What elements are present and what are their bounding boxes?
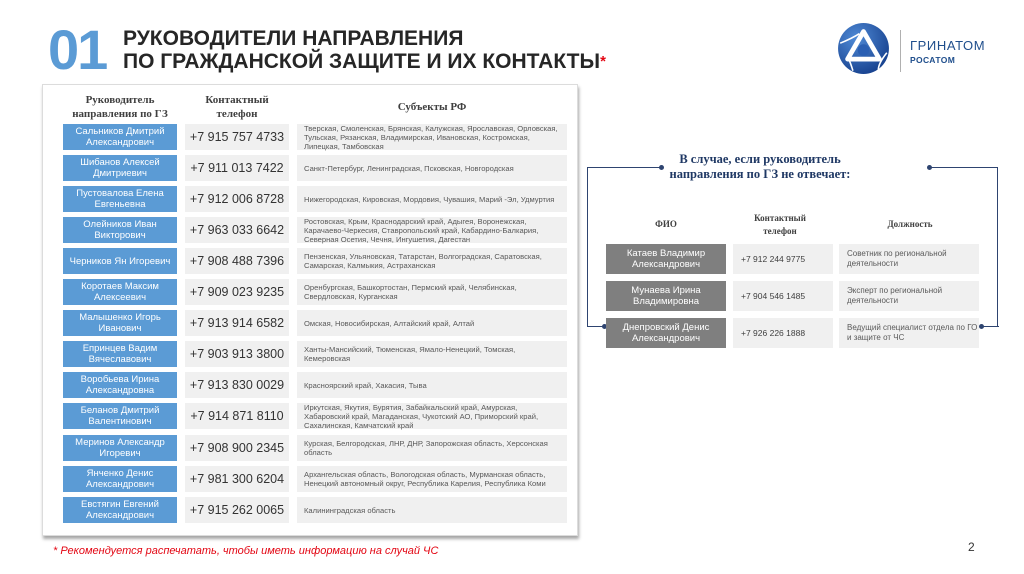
alt-contact-name: Днепровский Денис Александрович — [606, 318, 726, 348]
leader-name: Сальников Дмитрий Александрович — [63, 124, 177, 150]
leader-phone[interactable]: +7 914 871 8110 — [185, 403, 289, 429]
leader-name: Пустовалова Елена Евгеньевна — [63, 186, 177, 212]
alt-header-phone: Контактный телефон — [754, 213, 806, 236]
rosatom-logo-icon — [837, 22, 890, 75]
alt-contact-phone[interactable]: +7 926 226 1888 — [733, 318, 833, 348]
table-row — [63, 435, 569, 461]
leader-regions: Ханты-Мансийский, Тюменская, Ямало-Ненецкий, Томская, Кемеровская — [297, 341, 567, 367]
title-line-2 — [123, 50, 606, 73]
leader-phone[interactable]: +7 903 913 3800 — [185, 341, 289, 367]
leader-name: Олейников Иван Викторович — [63, 217, 177, 243]
header-phone: Контактный телефон — [205, 94, 269, 120]
leader-phone[interactable]: +7 981 300 6204 — [185, 466, 289, 492]
table-row — [63, 497, 569, 523]
leader-regions: Красноярский край, Хакасия, Тыва — [297, 372, 567, 398]
leader-phone[interactable]: +7 963 033 6642 — [185, 217, 289, 243]
logo-name: ГРИНАТОМ — [910, 38, 986, 53]
leader-name: Воробьева Ирина Александровна — [63, 372, 177, 398]
right-bracket-foot — [982, 326, 999, 327]
leader-name: Евстягин Евгений Александрович — [63, 497, 177, 523]
leader-name: Янченко Денис Александрович — [63, 466, 177, 492]
leader-name: Черников Ян Игоревич — [63, 248, 177, 274]
print-recommendation-note: * Рекомендуется распечатать, чтобы иметь информацию на случай ЧС — [53, 545, 439, 557]
leader-regions: Архангельская область, Вологодская область, Мурманская область, Ненецкий автономный округ, Республика Карелия, Республика Коми — [297, 466, 567, 492]
alt-contact-position: Эксперт по региональной деятельности — [839, 281, 979, 311]
table-row — [63, 341, 569, 367]
alt-table-row — [606, 244, 980, 274]
bracket-dot — [659, 165, 664, 170]
table-row — [63, 186, 569, 212]
alt-header-name: ФИО — [655, 219, 677, 229]
logo-subtitle: РОСАТОМ — [910, 55, 956, 65]
leader-phone[interactable]: +7 913 914 6582 — [185, 310, 289, 336]
table-row — [63, 248, 569, 274]
leader-name: Епринцев Вадим Вячеславович — [63, 341, 177, 367]
leader-regions: Пензенская, Ульяновская, Татарстан, Волгоградская, Саратовская, Самарская, Калмыкия, Астраханская — [297, 248, 567, 274]
table-row — [63, 466, 569, 492]
bracket-dot — [927, 165, 932, 170]
leader-name: Шибанов Алексей Дмитриевич — [63, 155, 177, 181]
leader-phone[interactable]: +7 908 488 7396 — [185, 248, 289, 274]
header-regions: Субъекты РФ — [397, 101, 467, 113]
leader-phone[interactable]: +7 913 830 0029 — [185, 372, 289, 398]
leader-name: Коротаев Максим Алексеевич — [63, 279, 177, 305]
alt-contact-name: Катаев Владимир Александрович — [606, 244, 726, 274]
leader-regions: Тверская, Смоленская, Брянская, Калужская, Ярославская, Орловская, Тульская, Рязанская, Владимирская, Ивановская, Костромская, Липецкая, Тамбовская — [297, 124, 567, 150]
alt-contact-name: Мунаева Ирина Владимировна — [606, 281, 726, 311]
alt-contact-phone[interactable]: +7 912 244 9775 — [733, 244, 833, 274]
page-title — [123, 27, 606, 73]
leader-name: Меринов Александр Игоревич — [63, 435, 177, 461]
leader-name: Малышенко Игорь Иванович — [63, 310, 177, 336]
section-number: 01 — [48, 18, 107, 81]
alt-contact-phone[interactable]: +7 904 546 1485 — [733, 281, 833, 311]
leader-phone[interactable]: +7 909 023 9235 — [185, 279, 289, 305]
table-row — [63, 310, 569, 336]
main-contacts-table — [42, 84, 578, 536]
leader-regions: Ростовская, Крым, Краснодарский край, Адыгея, Воронежская, Карачаево-Черкесия, Ставропольский край, Кабардино-Балкария, Северная Осетия, Чечня, Ингушетия, Дагестан — [297, 217, 567, 243]
logo-divider — [900, 30, 901, 72]
alt-contact-position: Советник по региональной деятельности — [839, 244, 979, 274]
table-row — [63, 217, 569, 243]
alternate-contacts-title: В случае, если руководитель направления по ГЗ не отвечает: — [669, 152, 851, 181]
alt-header-position: Должность — [887, 219, 933, 229]
leader-phone[interactable]: +7 912 006 8728 — [185, 186, 289, 212]
company-logo — [837, 22, 987, 82]
leader-regions: Курская, Белгородская, ЛНР, ДНР, Запорожская область, Херсонская область — [297, 435, 567, 461]
page-number: 2 — [968, 540, 975, 554]
leader-regions: Иркутская, Якутия, Бурятия, Забайкальский край, Амурская, Хабаровский край, Магаданская, Чукотский АО, Приморский край, Сахалинская, Камчатский край — [297, 403, 567, 429]
table-row — [63, 279, 569, 305]
table-row — [63, 403, 569, 429]
table-row — [63, 155, 569, 181]
leader-regions: Калининградская область — [297, 497, 567, 523]
leader-phone[interactable]: +7 908 900 2345 — [185, 435, 289, 461]
leader-regions: Омская, Новосибирская, Алтайский край, Алтай — [297, 310, 567, 336]
leader-phone[interactable]: +7 911 013 7422 — [185, 155, 289, 181]
title-line-1: РУКОВОДИТЕЛИ НАПРАВЛЕНИЯ — [123, 27, 464, 50]
title-asterisk: * — [600, 53, 606, 70]
leader-phone[interactable]: +7 915 757 4733 — [185, 124, 289, 150]
alt-table-row — [606, 318, 980, 348]
table-row — [63, 124, 569, 150]
leader-phone[interactable]: +7 915 262 0065 — [185, 497, 289, 523]
leader-regions: Оренбургская, Башкортостан, Пермский край, Челябинская, Свердловская, Курганская — [297, 279, 567, 305]
leader-regions: Нижегородская, Кировская, Мордовия, Чувашия, Марий -Эл, Удмуртия — [297, 186, 567, 212]
title-line-2-text: ПО ГРАЖДАНСКОЙ ЗАЩИТЕ И ИХ КОНТАКТЫ — [123, 50, 601, 73]
table-row — [63, 372, 569, 398]
header-leader: Руководитель направления по ГЗ — [72, 94, 168, 120]
leader-regions: Санкт-Петербург, Ленинградская, Псковская, Новгородская — [297, 155, 567, 181]
leader-name: Беланов Дмитрий Валентинович — [63, 403, 177, 429]
alt-contact-position: Ведущий специалист отдела по ГО и защите от ЧС — [839, 318, 979, 348]
alt-table-row — [606, 281, 980, 311]
